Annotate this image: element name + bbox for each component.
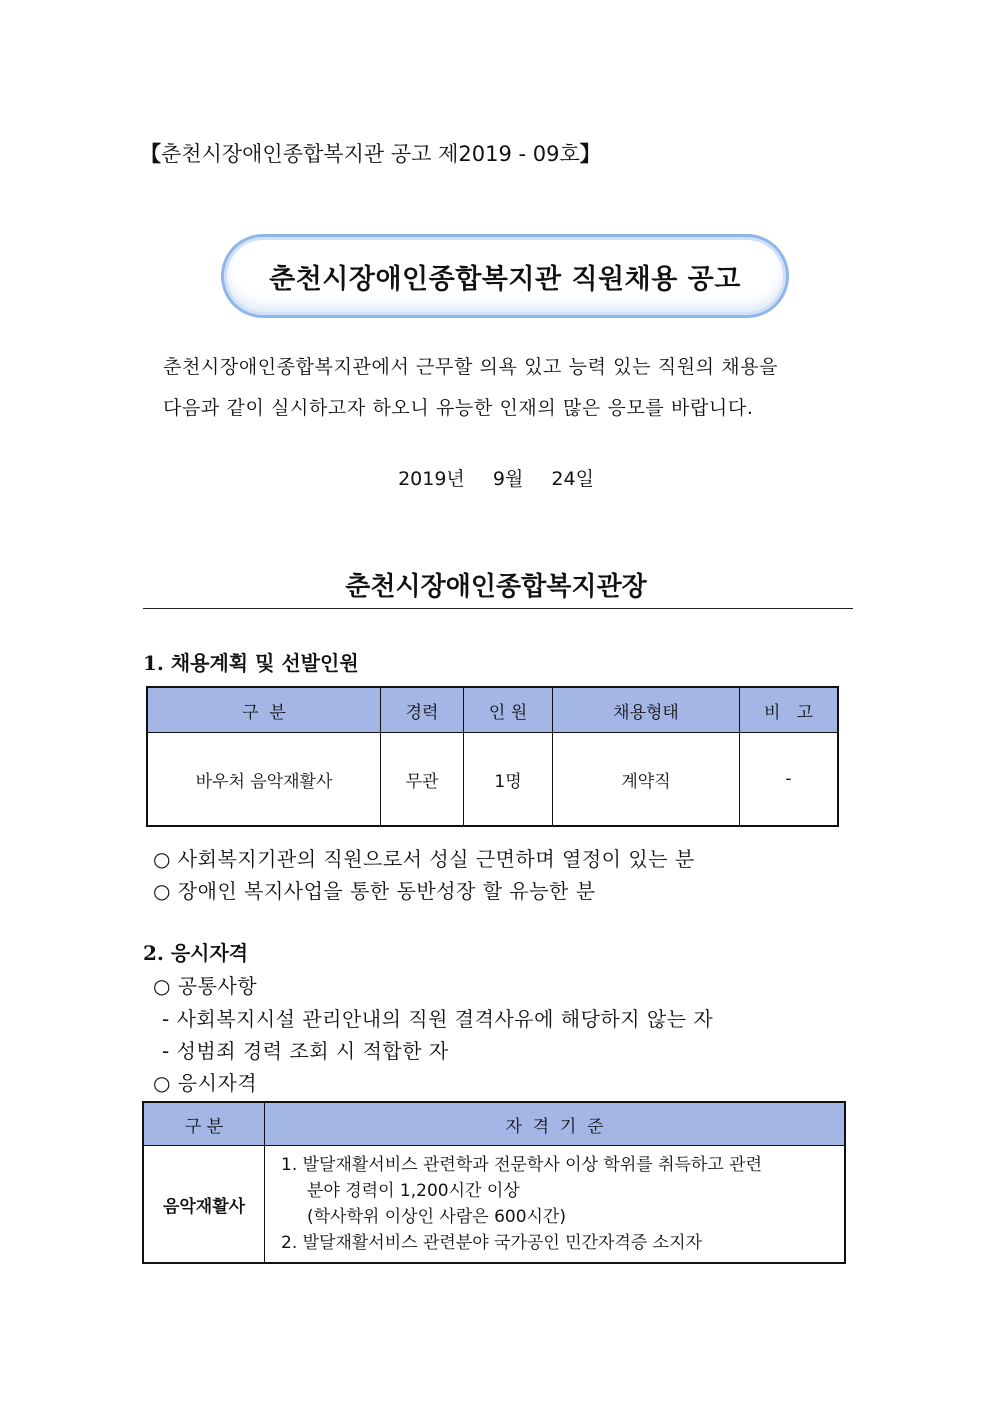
section-1-title: 1. 채용계획 및 선발인원 — [143, 651, 359, 675]
cell-position: 바우처 음악재활사 — [147, 733, 381, 827]
recruitment-plan-table — [146, 686, 839, 827]
notice-number — [140, 138, 601, 168]
header-criteria: 자 격 기 준 — [265, 1102, 846, 1146]
table-header-row — [143, 1102, 845, 1146]
notice-bracket-close: 】 — [579, 142, 601, 166]
table-row — [143, 1146, 845, 1264]
common-title: ○ 공통사항 — [153, 974, 258, 998]
cell-remarks: - — [740, 733, 839, 827]
list-item: - 사회복지시설 관리안내의 직원 결격사유에 해당하지 않는 자 — [162, 1007, 714, 1031]
notice-bracket-open: 【 — [140, 142, 161, 166]
notice-number-text: 공고 제2019 - 09호 — [384, 142, 580, 166]
section-2-title: 2. 응시자격 — [143, 941, 249, 965]
title-box — [221, 234, 789, 318]
notice-org: 춘천시장애인종합복지관 — [161, 142, 385, 166]
criteria-line: 2. 발달재활서비스 관련분야 국가공인 민간자격증 소지자 — [281, 1233, 702, 1253]
cell-employment-type: 계약직 — [553, 733, 740, 827]
notice-date: 2019년 9월 24일 — [398, 468, 594, 490]
header-employment-type: 채용형태 — [553, 687, 740, 733]
signature-divider — [143, 608, 853, 609]
qualification-title: ○ 응시자격 — [153, 1071, 258, 1095]
intro-line-1: 춘천시장애인종합복지관에서 근무할 의욕 있고 능력 있는 직원의 채용을 — [163, 356, 779, 378]
cell-criteria — [265, 1146, 846, 1264]
qualification-table — [142, 1101, 846, 1264]
bullet-item: ○ 장애인 복지사업을 통한 동반성장 할 유능한 분 — [153, 879, 596, 903]
intro-line-2: 다음과 같이 실시하고자 하오니 유능한 인재의 많은 응모를 바랍니다. — [163, 397, 754, 419]
header-headcount: 인 원 — [464, 687, 553, 733]
org-signature: 춘천시장애인종합복지관장 — [345, 572, 647, 602]
cell-headcount: 1명 — [464, 733, 553, 827]
criteria-line: 1. 발달재활서비스 관련학과 전문학사 이상 학위를 취득하고 관련 — [281, 1155, 763, 1175]
cell-position: 음악재활사 — [143, 1146, 265, 1264]
table-row — [147, 733, 838, 827]
header-remarks: 비 고 — [740, 687, 839, 733]
cell-experience: 무관 — [381, 733, 464, 827]
list-item: - 성범죄 경력 조회 시 적합한 자 — [162, 1039, 449, 1063]
header-category: 구 분 — [147, 687, 381, 733]
page-title: 춘천시장애인종합복지관 직원채용 공고 — [269, 263, 741, 295]
table-header-row — [147, 687, 838, 733]
header-experience: 경력 — [381, 687, 464, 733]
criteria-line: (학사학위 이상인 사람은 600시간) — [307, 1207, 566, 1227]
header-category: 구 분 — [143, 1102, 265, 1146]
bullet-item: ○ 사회복지기관의 직원으로서 성실 근면하며 열정이 있는 분 — [153, 847, 695, 871]
criteria-line: 분야 경력이 1,200시간 이상 — [307, 1181, 520, 1201]
